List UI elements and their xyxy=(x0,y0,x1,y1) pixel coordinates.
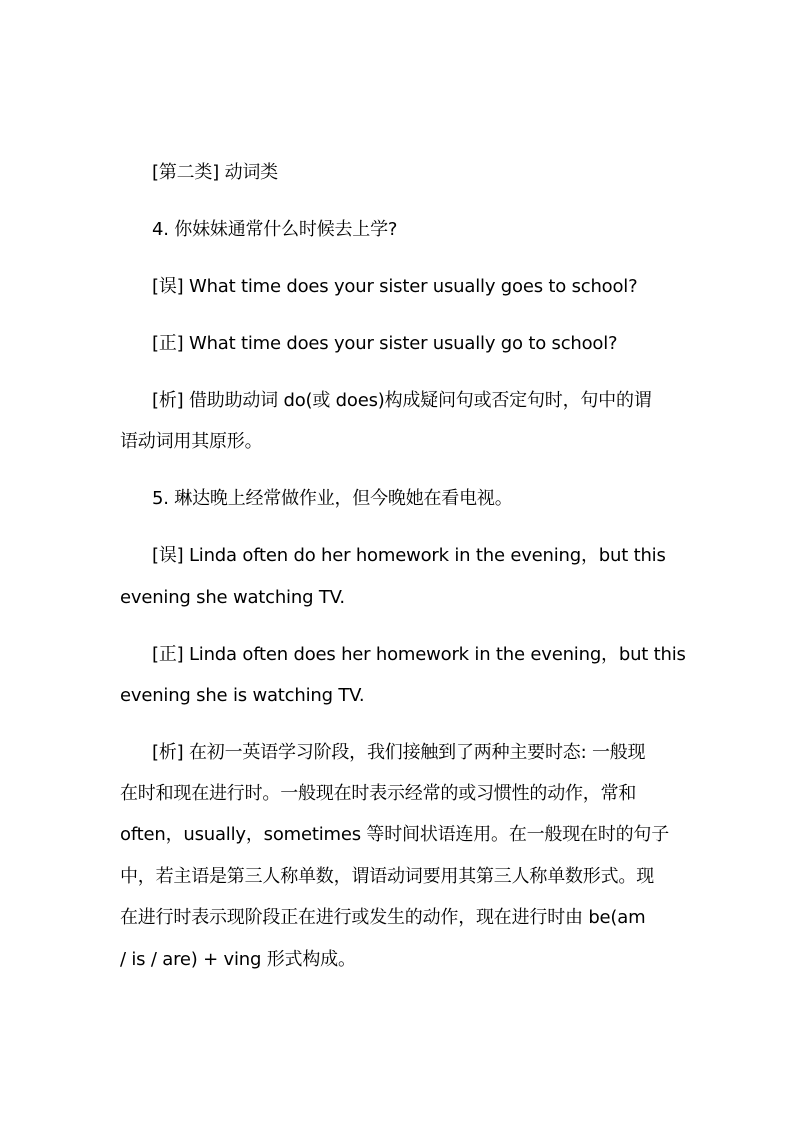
item-4-analysis-line-2: 语动词用其原形。 xyxy=(120,431,263,452)
item-5-analysis-line: often，usually，sometimes 等时间状语连用。在一般现在时的句子 xyxy=(120,824,670,845)
section-heading: [第二类] 动词类 xyxy=(152,162,278,183)
item-4-wrong-sentence: [误] What time does your sister usually goes to school? xyxy=(152,276,638,297)
item-5-analysis-line: 在时和现在进行时。一般现在时表示经常的或习惯性的动作，常和 xyxy=(120,783,637,804)
item-4-analysis-line-1: [析] 借助助动词 do(或 does)构成疑问句或否定句时，句中的谓 xyxy=(152,390,652,411)
item-5-analysis-line: 中，若主语是第三人称单数，谓语动词要用其第三人称单数形式。现 xyxy=(120,866,654,887)
item-5-analysis-line: [析] 在初一英语学习阶段，我们接触到了两种主要时态: 一般现 xyxy=(152,742,646,763)
item-5-analysis-line: / is / are) + ving 形式构成。 xyxy=(120,949,356,970)
item-4-correct-sentence: [正] What time does your sister usually go to school? xyxy=(152,333,618,354)
item-5-correct-line-2: evening she is watching TV. xyxy=(120,685,365,706)
item-5-wrong-line-1: [误] Linda often do her homework in the evening，but this xyxy=(152,545,666,566)
item-5-wrong-line-2: evening she watching TV. xyxy=(120,587,345,608)
item-5-analysis-line: 在进行时表示现阶段正在进行或发生的动作，现在进行时由 be(am xyxy=(120,907,646,928)
item-4-question: 4. 你妹妹通常什么时候去上学? xyxy=(152,219,398,240)
item-5-correct-line-1: [正] Linda often does her homework in the evening，but this xyxy=(152,644,686,665)
item-5-question: 5. 琳达晚上经常做作业，但今晚她在看电视。 xyxy=(152,488,513,509)
